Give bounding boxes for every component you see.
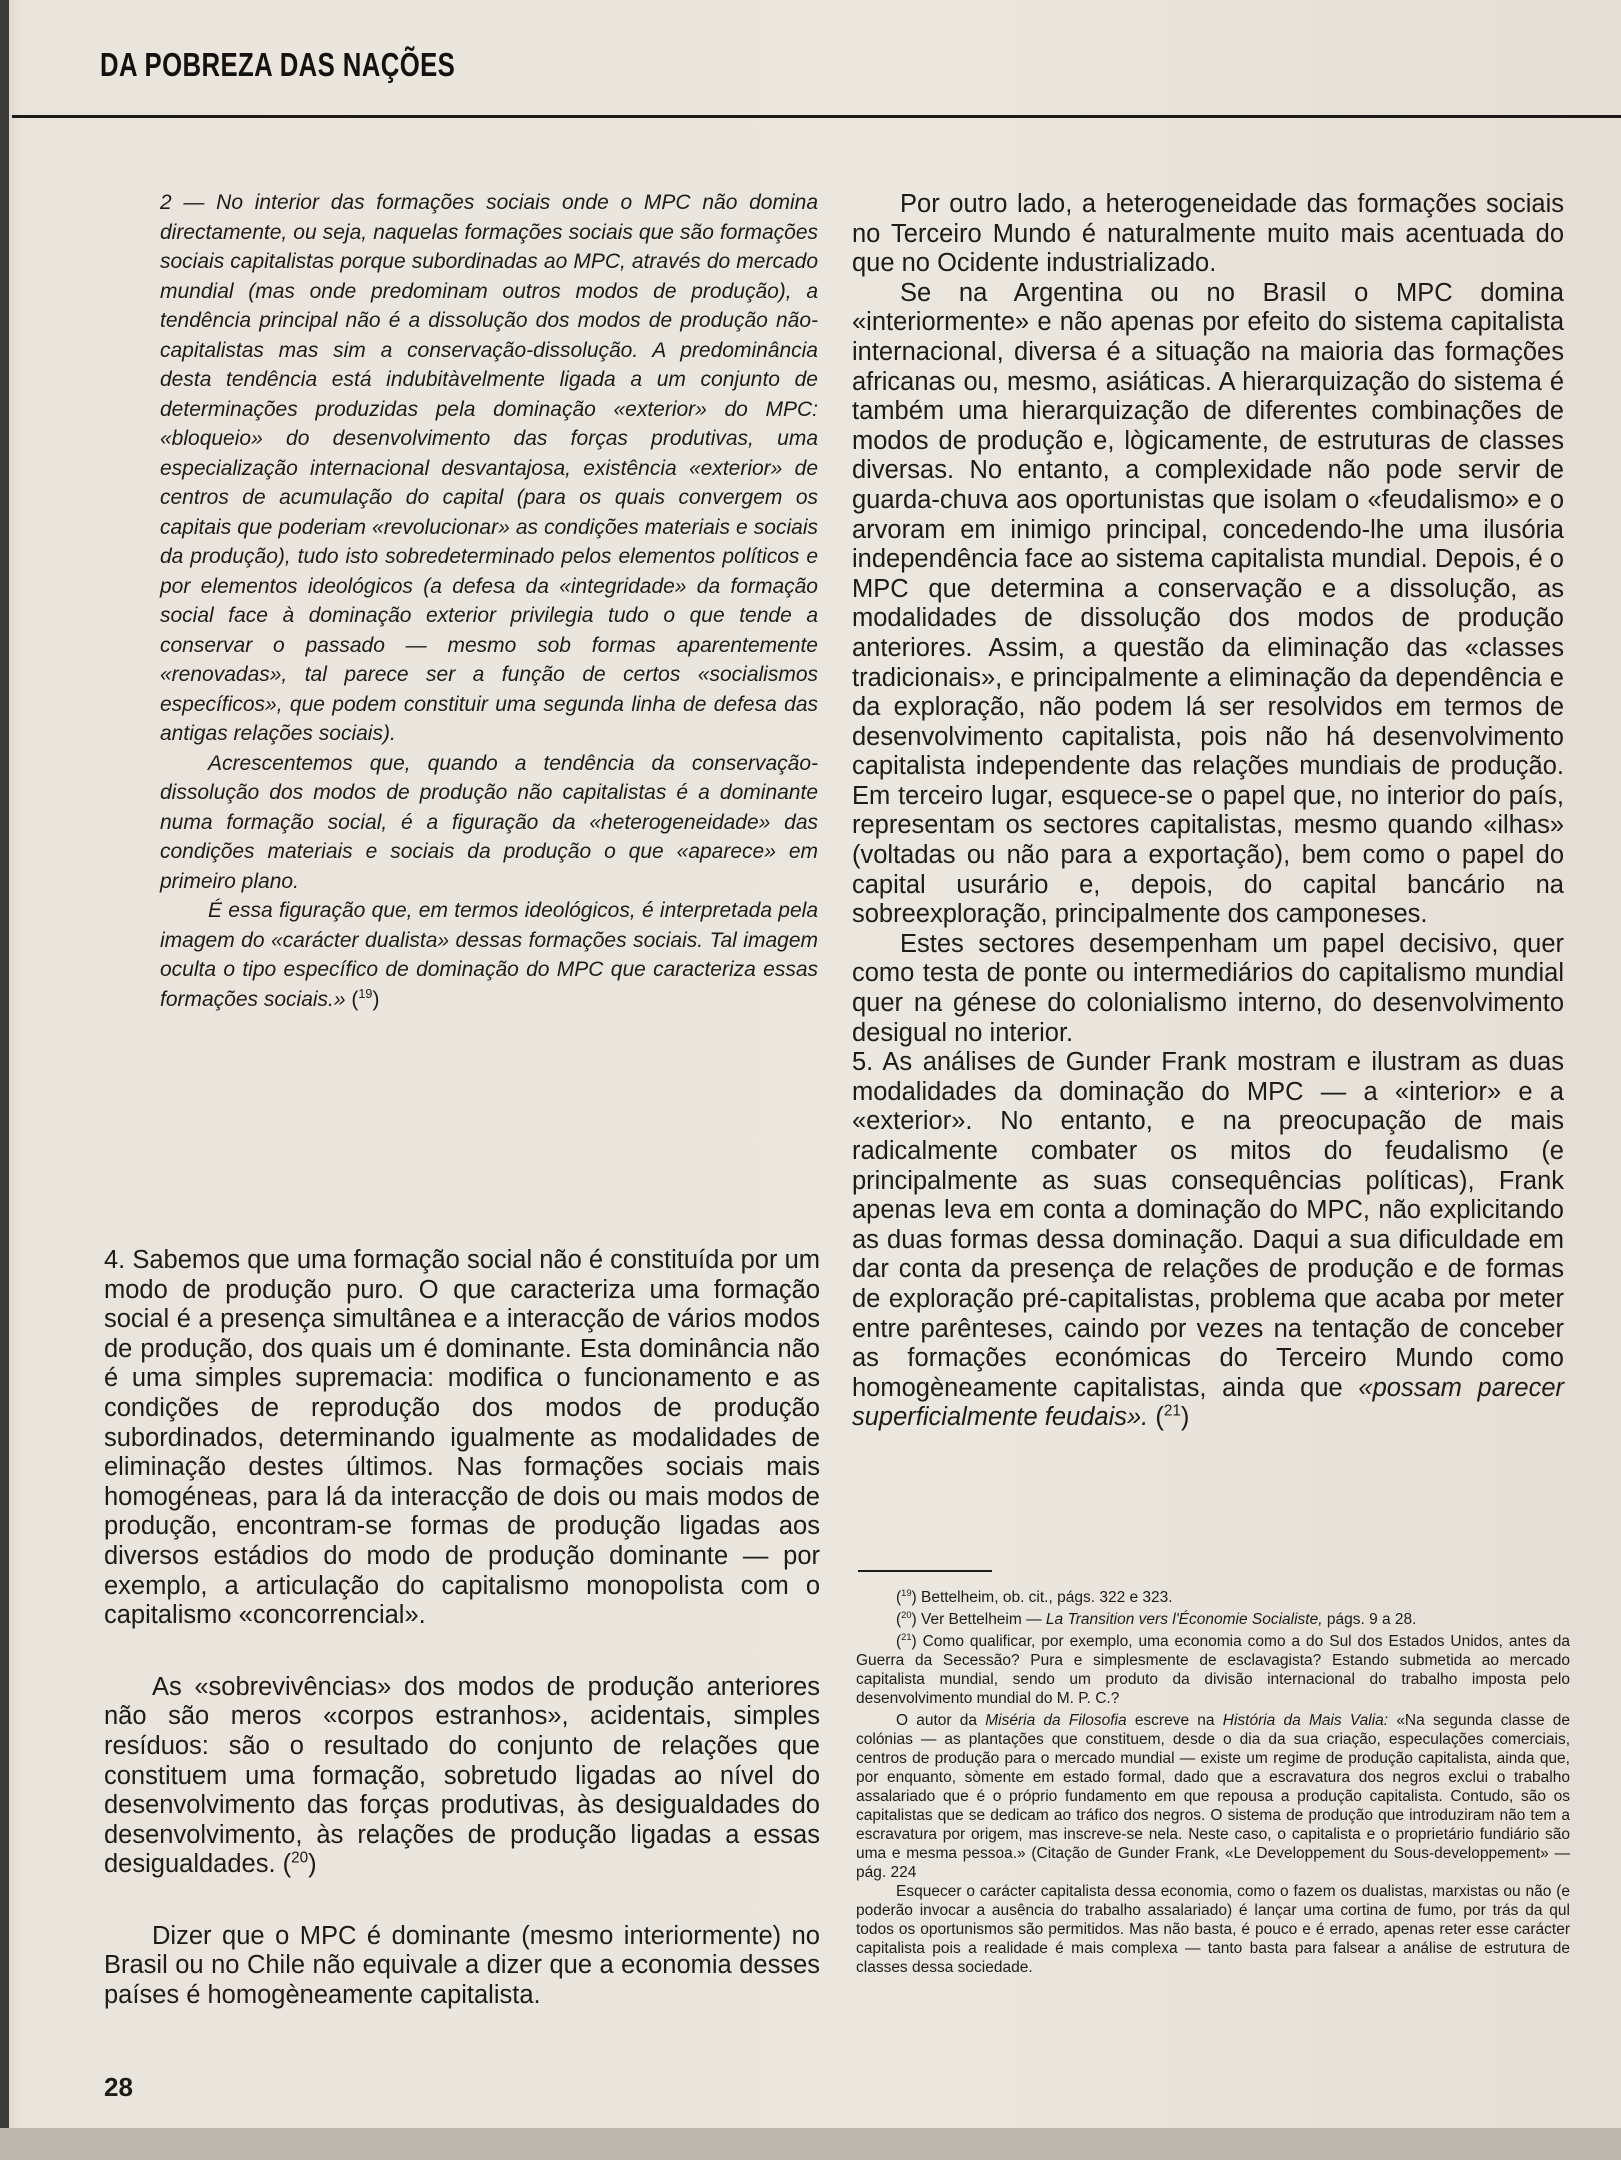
paragraph-section-5-quote: «possam parecer superficialmente feudais». bbox=[852, 1373, 1564, 1432]
paragraph-section-5 bbox=[852, 1048, 1564, 1433]
quotation-block bbox=[160, 188, 818, 1014]
quote-paragraph-3-text: É essa figuração que, em termos ideológicos, é interpretada pela imagem do «carácter dualista» dessas formações sociais. Tal imagem oculta o tipo específico de dominação do MPC que caracteriza essas formações sociais.» bbox=[160, 899, 818, 1011]
left-body-text bbox=[104, 1246, 820, 2053]
paragraph-survivals bbox=[104, 1673, 820, 1880]
header-rule bbox=[12, 115, 1621, 118]
footnote-rule bbox=[858, 1570, 992, 1572]
binding-edge bbox=[0, 0, 9, 2160]
paragraph-sectors: Estes sectores desempenham um papel decisivo, quer como testa de ponte ou intermediários do capitalismo mundial quer na génese do colonialismo interno, do desenvolvimento desigual no interior. bbox=[852, 929, 1564, 1047]
quote-paragraph-3 bbox=[160, 896, 818, 1014]
footnote-20: ($^{20}$) Ver Bettelheim — La Transition vers l'Économie Socialiste, págs. 9 a 28. bbox=[896, 1609, 1417, 1628]
paragraph-section-5-text: 5. As análises de Gunder Frank mostram e ilustram as duas modalidades da dominação do MPC — a «interior» e a «exterior». No entanto, e na preocupação de mais radicalmente combater os mitos do feudalismo (e principalmente as suas consequências políticas), Frank apenas leva em conta a dominação do MPC, não explicitando as duas formas dessa dominação. Daqui a sua dificuldade em dar conta da presença de relações de produção e de formas de exploração pré-capitalistas, problema que acaba por meter entre parênteses, caindo por vezes na tentação de conceber as formações económicas do Terceiro Mundo como homogèneamente capitalistas, ainda que bbox=[852, 1048, 1564, 1402]
footnote-marker-20: ($^{20}$) bbox=[282, 1849, 317, 1879]
paragraph-argentina-brasil: Se na Argentina ou no Brasil o MPC domina «interiormente» e não apenas por efeito do sistema capitalista internacional, diversa é a situação na maioria das formações africanas ou, mesmo, asiáticas. A hierarquização do sistema é também uma hierarquização de diferentes combinações de modos de produção e, lògicamente, de estruturas de classes diversas. No entanto, a complexidade não pode servir de guarda-chuva aos oportunistas que isolam o «feudalismo» e o arvoram em inimigo principal, concedendo-lhe uma ilusória independência face ao sistema capitalista mundial. Depois, é o MPC que determina a conservação e a dissolução, as modalidades de dissolução dos modos de produção anteriores. Assim, a questão da eliminação das «classes tradicionais», e principalmente a eliminação da dependência e da exploração, não podem lá ser resolvidos em termos de desenvolvimento capitalista, pois não há desenvolvimento capitalista independente das relações mundiais de produção. Em terceiro lugar, esquece-se o papel que, no interior do país, representam os sectores capitalistas, mesmo quando «ilhas» (voltadas ou não para a exportação), bem como o papel do capital usurário e, depois, do capital bancário na sobreexploração, principalmente dos camponeses. bbox=[852, 278, 1564, 929]
paragraph-heterogeneity: Por outro lado, a heterogeneidade das formações sociais no Terceiro Mundo é naturalmente muito mais acentuada do que no Ocidente industrializado. bbox=[852, 190, 1564, 278]
right-body-text bbox=[852, 190, 1564, 1433]
quote-paragraph-1: 2 — No interior das formações sociais onde o MPC não domina directamente, ou seja, naquelas formações sociais que são formações sociais capitalistas porque subordinadas ao MPC, através do mercado mundial (mas onde predominam outros modos de produção), a tendência principal não é a dissolução dos modos de produção não-capitalistas mas sim a conservação-dissolução. A predominância desta tendência está indubitàvelmente ligada a um conjunto de determinações produzidas pela dominação «exterior» do MPC: «bloqueio» do desenvolvimento das forças produtivas, uma especialização internacional desvantajosa, existência «exterior» de centros de acumulação do capital (para os quais convergem os capitais que poderiam «revolucionar» as condições materiais e sociais da produção), tudo isto sobredeterminado pelos elementos políticos e por elementos ideológicos (a defesa da «integridade» da formação social face à dominação exterior privilegia tudo o que tende a conservar o passado — mesmo sob formas aparentemente «renovadas», tal parece ser a função de certos «socialismos específicos», que podem constituir uma segunda linha de defesa das antigas relações sociais). bbox=[160, 191, 818, 745]
paragraph-survivals-text: As «sobrevivências» dos modos de produção anteriores não são meros «corpos estranhos», acidentais, simples resíduos: são o resultado do conjunto de relações que constituem uma formação, sobretudo ligadas ao nível do desenvolvimento das forças produtivas, às desigualdades do desenvolvimento, às relações de produção ligadas a essas desigualdades. bbox=[104, 1672, 820, 1879]
page-number: 28 bbox=[104, 2072, 133, 2102]
paragraph-mpc-dominant: Dizer que o MPC é dominante (mesmo interiormente) no Brasil ou no Chile não equivale a dizer que a economia desses países é homogèneamente capitalista. bbox=[104, 1921, 820, 2010]
footnote-19: ($^{19}$) Bettelheim, ob. cit., págs. 322 e 323. bbox=[896, 1587, 1173, 1606]
footnotes bbox=[856, 1588, 1570, 1977]
scan-bottom-edge bbox=[0, 2128, 1621, 2160]
quote-paragraph-2: Acrescentemos que, quando a tendência da conservação-dissolução dos modos de produção não capitalistas é a dominante numa formação social, é a figuração da «heterogeneidade» das condições materiais e sociais da produção o que «aparece» em primeiro plano. bbox=[160, 751, 818, 893]
footnote-21-conclusion: Esquecer o carácter capitalista dessa economia, como o fazem os dualistas, marxistas ou não (e poderão invocar a ausência do trabalho assalariado) é lançar uma cortina de fumo, por trás da qul todos os oportunismos são permitidos. Mas não basta, é pouco e é errado, apenas reter esse carácter capitalista pois a realidade é mais complexa — tanto basta para falsear a análise de estrutura de classes dessa sociedade. bbox=[856, 1883, 1570, 1976]
footnote-21-continued: O autor da Miséria da Filosofia escreve na História da Mais Valia: «Na segunda classe de colónias — as plantações que constituem, desde o dia da sua criação, especulações comerciais, centros de produção para o mercado mundial — existe um regime de produção capitalista, ainda que, por enquanto, sòmente em estado formal, dado que a escravatura dos negros exclui o trabalho assalariado que é o próprio fundamento em que repousa a produção capitalista. Contudo, são os capitalistas que se dedicam ao tráfico dos negros. O sistema de produção que introduziram não tem a escravatura por origem, mas inscreve-se nela. Neste caso, o capitalista e o proprietário fundiário são uma e mesma pessoa.» (Citação de Gunder Frank, «Le Developpement du Sous-developpement» — pág. 224 bbox=[856, 1712, 1571, 1881]
footnote-marker-21: ($^{21}$) bbox=[1155, 1402, 1190, 1432]
running-header: DA POBREZA DAS NAÇÕES bbox=[100, 46, 456, 83]
footnote-marker-19: ($^{19}$) bbox=[351, 986, 380, 1011]
footnote-21: ($^{21}$) Como qualificar, por exemplo, uma economia como a do Sul dos Estados Unidos, antes da Guerra da Secessão? Pura e simplesmente de esclavagista? Estando submetida ao mercado capitalista mundial, sendo um produto da divisão internacional do trabalho imposta pelo desenvolvimento mundial do M. P. C.? bbox=[856, 1631, 1570, 1707]
paragraph-section-4: 4. Sabemos que uma formação social não é constituída por um modo de produção puro. O que caracteriza uma formação social é a presença simultânea e a interacção de vários modos de produção, dos quais um é dominante. Esta dominância não é uma simples supremacia: modifica o funcionamento e as condições de reprodução dos modos de produção subordinados, determinando igualmente as modalidades de eliminação destes últimos. Nas formações sociais mais homogéneas, para lá da interacção de dois ou mais modos de produção, encontram-se formas de produção ligadas aos diversos estádios do modo de produção dominante — por exemplo, a articulação do capitalismo monopolista com o capitalismo «concorrencial». bbox=[104, 1246, 820, 1630]
